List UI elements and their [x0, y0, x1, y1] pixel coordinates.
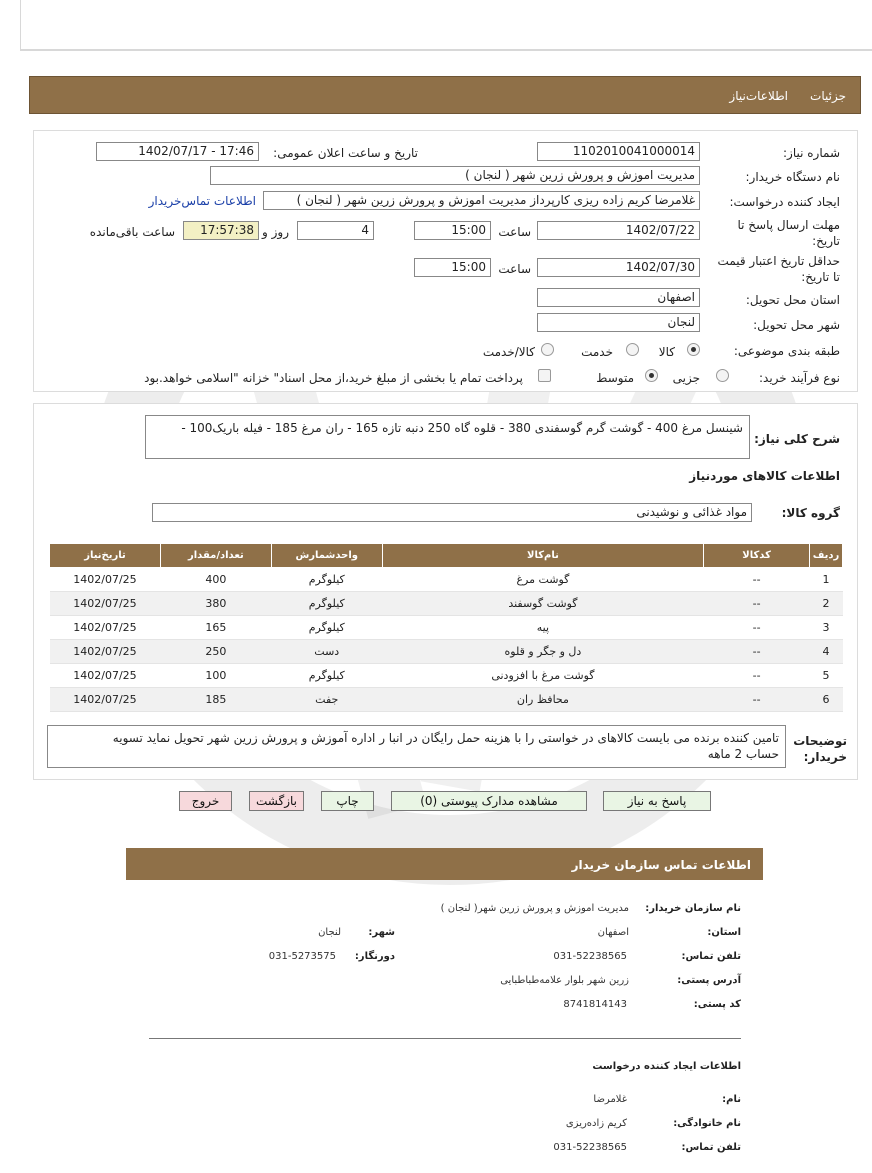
cell-row: 1	[810, 568, 843, 592]
cell-need-date: 1402/07/25	[50, 568, 161, 592]
cell-row: 2	[810, 592, 843, 616]
category-option-goods: کالا	[658, 345, 675, 359]
price-valid-time-label: ساعت	[498, 262, 531, 276]
contact-address-label: آدرس پستی:	[677, 975, 741, 986]
province-field: اصفهان	[537, 288, 700, 307]
category-option-service: خدمت	[581, 345, 613, 359]
header-bar	[29, 76, 861, 114]
cell-row: 5	[810, 664, 843, 688]
cell-row: 3	[810, 616, 843, 640]
cell-quantity: 400	[160, 568, 271, 592]
remaining-label: ساعت باقی‌مانده	[89, 225, 175, 239]
top-divider	[20, 49, 872, 51]
col-unit: واحدشمارش	[271, 544, 382, 568]
reply-button[interactable]: پاسخ به نیاز	[603, 791, 711, 811]
city-field: لنجان	[537, 313, 700, 332]
summary-label: شرح کلی نیاز:	[754, 432, 840, 446]
contact-phone-value: 031-52238565	[553, 951, 627, 962]
cell-code: --	[704, 688, 810, 712]
contact-phone-label: تلفن تماس:	[681, 951, 741, 962]
contact-postal-value: 8741814143	[563, 999, 627, 1010]
contact-city-value: لنجان	[318, 927, 341, 938]
cell-need-date: 1402/07/25	[50, 592, 161, 616]
cell-code: --	[704, 592, 810, 616]
price-valid-label: حداقل تاریخ اعتبار قیمت تا تاریخ:	[717, 254, 840, 284]
buyer-org-label: نام دستگاه خریدار:	[745, 170, 840, 184]
cell-name: دل و جگر و قلوه	[382, 640, 703, 664]
col-need-date: تاریخ‌نیاز	[50, 544, 161, 568]
cell-name: پیه	[382, 616, 703, 640]
buyer-notes-line2: حساب 2 ماهه	[707, 747, 779, 761]
table-row	[50, 592, 843, 616]
creator-field: غلامرضا کریم زاده ریزی کارپرداز مدیریت اموزش و پرورش زرین شهر ( لنجان )	[263, 191, 700, 210]
cell-code: --	[704, 568, 810, 592]
city-label: شهر محل تحویل:	[753, 318, 840, 332]
table-row	[50, 640, 843, 664]
col-quantity: تعداد/مقدار	[160, 544, 271, 568]
send-deadline-label: مهلت ارسال پاسخ تا تاریخ:	[737, 218, 840, 248]
col-row: ردیف	[810, 544, 843, 568]
contact-province-label: استان:	[707, 927, 741, 938]
process-radio-medium[interactable]	[645, 369, 658, 382]
process-label: نوع فرآیند خرید:	[759, 371, 840, 385]
table-row	[50, 688, 843, 712]
process-option-minor: جزیی	[672, 371, 700, 385]
col-code: کدکالا	[704, 544, 810, 568]
cell-name: گوشت گوسفند	[382, 592, 703, 616]
send-deadline-date-field: 1402/07/22	[537, 221, 700, 240]
buyer-notes-label-line2: خریدار:	[803, 750, 847, 764]
cell-need-date: 1402/07/25	[50, 640, 161, 664]
creator-phone-label: تلفن تماس:	[681, 1142, 741, 1153]
summary-text-field: شینسل مرغ 400 - گوشت گرم گوسفندی 380 - قلوه گاه 250 دنبه تازه 165 - ران مرغ 185 - فیله باریک100 -	[145, 415, 750, 459]
process-option-medium: متوسط	[596, 371, 634, 385]
goods-table	[49, 543, 843, 712]
table-row	[50, 616, 843, 640]
cell-row: 6	[810, 688, 843, 712]
creator-first-name-label: نام:	[722, 1094, 741, 1105]
cell-need-date: 1402/07/25	[50, 616, 161, 640]
buyer-notes-line1: تامین کننده برنده می بایست کالاهای در خواستی را با هزینه حمل رایگان در انبا ر اداره آموزش و پرورش زرین شهر تحویل نماید تسویه	[112, 731, 779, 745]
cell-unit: کیلوگرم	[271, 664, 382, 688]
cell-unit: کیلوگرم	[271, 568, 382, 592]
cell-need-date: 1402/07/25	[50, 688, 161, 712]
tab-details[interactable]: جزئیات	[810, 89, 846, 103]
goods-info-title: اطلاعات کالاهای موردنیاز	[689, 469, 840, 483]
category-radio-service[interactable]	[626, 343, 639, 356]
contact-org-value: مدیریت اموزش و پرورش زرین شهر( لنجان )	[440, 903, 629, 914]
need-number-label: شماره نیاز:	[783, 146, 840, 160]
table-row	[50, 664, 843, 688]
back-button[interactable]: بازگشت	[249, 791, 304, 811]
cell-unit: کیلوگرم	[271, 616, 382, 640]
cell-name: گوشت مرغ با افزودنی	[382, 664, 703, 688]
table-row	[50, 568, 843, 592]
category-option-both: کالا/خدمت	[482, 345, 535, 359]
creator-phone-value: 031-52238565	[553, 1142, 627, 1153]
contact-address-value: زرین شهر بلوار علامه‌طباطبایی	[500, 975, 629, 986]
days-remaining-field: 4	[297, 221, 374, 240]
contact-city-label: شهر:	[368, 927, 395, 938]
send-deadline-time-label: ساعت	[498, 225, 531, 239]
cell-code: --	[704, 664, 810, 688]
buyer-org-field: مدیریت اموزش و پرورش زرین شهر ( لنجان )	[210, 166, 700, 185]
contact-province-value: اصفهان	[597, 927, 629, 938]
buyer-notes-label-line1: توضیحات	[793, 734, 847, 748]
cell-unit: جفت	[271, 688, 382, 712]
send-deadline-time-field: 15:00	[414, 221, 491, 240]
day-label: روز و	[262, 225, 289, 239]
process-radio-minor[interactable]	[716, 369, 729, 382]
goods-group-label: گروه کالا:	[781, 506, 840, 520]
contact-info-bar	[126, 848, 763, 880]
need-number-field: 1102010041000014	[537, 142, 700, 161]
cell-name: محافظ ران	[382, 688, 703, 712]
contact-divider	[149, 1038, 741, 1039]
contact-org-label: نام سازمان خریدار:	[645, 903, 741, 914]
tab-need-info[interactable]: اطلاعات‌نیاز	[729, 89, 788, 103]
contact-info-title: اطلاعات تماس سازمان خریدار	[571, 858, 751, 872]
top-vertical-line	[20, 0, 21, 50]
price-valid-date-field: 1402/07/30	[537, 258, 700, 277]
print-button[interactable]: چاپ	[321, 791, 374, 811]
treasury-payment-note: پرداخت تمام یا بخشی از مبلغ خرید،از محل اسناد" خزانه "اسلامی خواهد.بود	[144, 371, 523, 385]
category-radio-both[interactable]	[541, 343, 554, 356]
buyer-notes-label	[793, 733, 847, 765]
buyer-contact-link[interactable]: اطلاعات تماس‌خریدار	[148, 194, 256, 208]
cell-unit: کیلوگرم	[271, 592, 382, 616]
cell-quantity: 185	[160, 688, 271, 712]
treasury-payment-checkbox[interactable]	[538, 369, 551, 382]
cell-quantity: 165	[160, 616, 271, 640]
creator-first-name-value: غلامرضا	[593, 1094, 627, 1105]
cell-quantity: 250	[160, 640, 271, 664]
cell-code: --	[704, 640, 810, 664]
category-label: طبقه بندی موضوعی:	[733, 344, 840, 358]
cell-need-date: 1402/07/25	[50, 664, 161, 688]
goods-table-header	[50, 544, 843, 568]
col-name: نام‌کالا	[382, 544, 703, 568]
creator-last-name-value: کریم زاده‌ریزی	[565, 1118, 627, 1129]
category-radio-goods[interactable]	[687, 343, 700, 356]
announce-label: تاریخ و ساعت اعلان عمومی:	[273, 146, 418, 160]
announce-datetime-field: 1402/07/17 - 17:46	[96, 142, 259, 161]
cell-code: --	[704, 616, 810, 640]
creator-label: ایجاد کننده درخواست:	[729, 195, 840, 209]
cell-unit: دست	[271, 640, 382, 664]
cell-name: گوشت مرغ	[382, 568, 703, 592]
cell-quantity: 380	[160, 592, 271, 616]
exit-button[interactable]: خروج	[179, 791, 232, 811]
contact-fax-value: 031-5273575	[268, 951, 336, 962]
creator-info-title: اطلاعات ایجاد کننده درخواست	[592, 1061, 741, 1072]
buyer-notes-field	[47, 725, 786, 768]
remaining-time-field: 17:57:38	[183, 221, 259, 240]
goods-group-field: مواد غذائی و نوشیدنی	[152, 503, 752, 522]
cell-row: 4	[810, 640, 843, 664]
province-label: استان محل تحویل:	[745, 293, 840, 307]
creator-last-name-label: نام خانوادگی:	[673, 1118, 741, 1129]
view-attachments-button[interactable]: مشاهده مدارک پیوستی (0)	[391, 791, 587, 811]
contact-postal-label: کد پستی:	[693, 999, 741, 1010]
cell-quantity: 100	[160, 664, 271, 688]
price-valid-time-field: 15:00	[414, 258, 491, 277]
contact-fax-label: دورنگار:	[354, 951, 395, 962]
